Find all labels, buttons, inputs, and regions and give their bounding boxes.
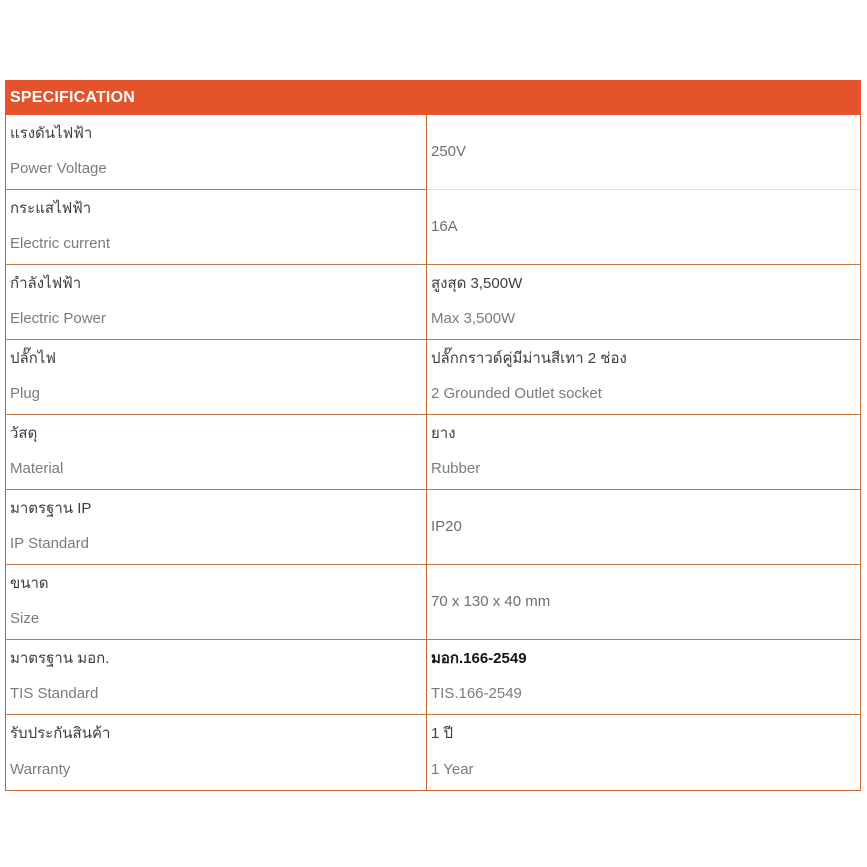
row-value-text: 250V	[431, 142, 467, 160]
row-value-english: 1 Year	[431, 761, 474, 778]
row-label	[6, 715, 427, 790]
row-label-thai: มาตรฐาน มอก.	[10, 650, 110, 667]
row-label	[6, 115, 427, 190]
row-label	[6, 490, 427, 565]
row-label-thai: แรงดันไฟฟ้า	[10, 125, 93, 142]
row-label	[6, 565, 427, 640]
table-row-plug	[6, 340, 860, 415]
row-label-thai: รับประกันสินค้า	[10, 725, 111, 742]
row-value	[427, 715, 860, 790]
specification-section	[5, 80, 861, 791]
row-value-text: IP20	[431, 517, 462, 535]
row-label-thai: กำลังไฟฟ้า	[10, 275, 82, 292]
row-label-english: Size	[10, 610, 40, 627]
table-row-warranty	[6, 715, 860, 790]
row-value	[427, 415, 860, 490]
table-row-tis-standard	[6, 640, 860, 715]
row-label	[6, 415, 427, 490]
row-label-english: Electric current	[10, 235, 111, 252]
table-row-ip-standard	[6, 490, 860, 565]
table-row-electric-current	[6, 190, 860, 265]
table-row-size	[6, 565, 860, 640]
row-value	[427, 265, 860, 340]
row-label-thai: มาตรฐาน IP	[10, 500, 92, 517]
row-label-english: Warranty	[10, 761, 71, 778]
row-value-text: 16A	[431, 217, 458, 235]
row-value-thai: สูงสุด 3,500W	[431, 275, 523, 292]
row-label	[6, 190, 427, 265]
row-value	[427, 565, 860, 640]
row-label-thai: ขนาด	[10, 575, 49, 592]
row-value-thai: ปลั๊กกราวด์คู่มีม่านสีเทา 2 ช่อง	[431, 350, 627, 367]
row-value	[427, 340, 860, 415]
row-value	[427, 115, 860, 190]
specification-table	[5, 115, 861, 791]
row-label-thai: ปลั๊กไฟ	[10, 350, 56, 367]
table-row-material	[6, 415, 860, 490]
row-value-english: 2 Grounded Outlet socket	[431, 385, 602, 402]
row-value-text: 70 x 130 x 40 mm	[431, 592, 551, 610]
row-label-english: IP Standard	[10, 535, 89, 552]
row-value	[427, 640, 860, 715]
row-label-english: Plug	[10, 385, 41, 402]
row-value-thai: มอก.166-2549	[431, 650, 527, 667]
table-row-power-voltage	[6, 115, 860, 190]
row-value-english: Max 3,500W	[431, 310, 516, 327]
row-value-thai: 1 ปี	[431, 725, 454, 742]
row-label-thai: กระแสไฟฟ้า	[10, 200, 92, 217]
row-value-english: TIS.166-2549	[431, 685, 522, 702]
row-value-thai: ยาง	[431, 425, 456, 442]
specification-header-bar	[5, 80, 861, 115]
row-value-english: Rubber	[431, 460, 481, 477]
table-row-electric-power	[6, 265, 860, 340]
row-label-thai: วัสดุ	[10, 425, 38, 442]
row-label-english: TIS Standard	[10, 685, 99, 702]
row-label	[6, 265, 427, 340]
row-label-english: Electric Power	[10, 310, 106, 327]
specification-title: SPECIFICATION	[10, 88, 135, 106]
row-label-english: Power Voltage	[10, 160, 107, 177]
row-label	[6, 640, 427, 715]
row-value	[427, 190, 860, 265]
row-label	[6, 340, 427, 415]
row-label-english: Material	[10, 460, 64, 477]
row-value	[427, 490, 860, 565]
